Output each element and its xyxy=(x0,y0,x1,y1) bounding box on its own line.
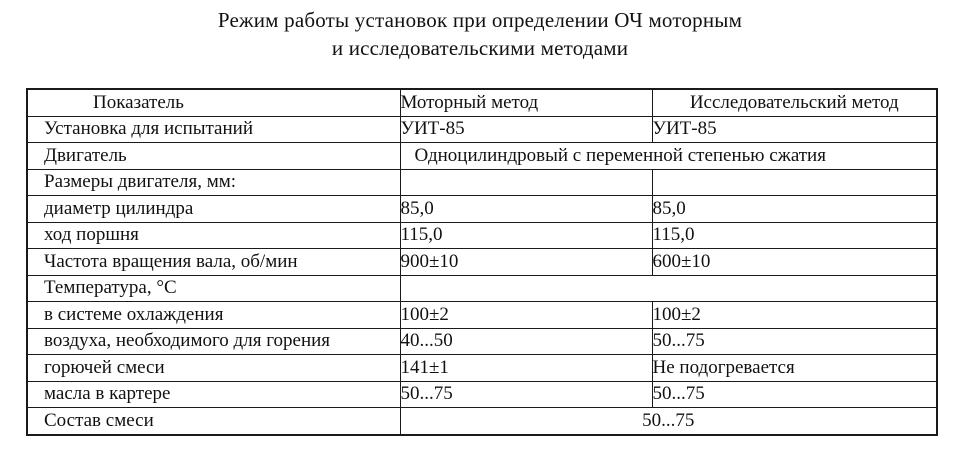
table-row xyxy=(27,275,937,302)
header-parameter: Показатель xyxy=(27,89,400,116)
motor-value: 900±10 xyxy=(400,249,652,276)
header-motor-method: Моторный метод xyxy=(400,89,652,116)
table-row xyxy=(27,196,937,223)
shared-value: Одноцилиндровый с переменной степенью сжатия xyxy=(400,143,937,170)
table-header-row xyxy=(27,89,937,116)
motor-value: 40...50 xyxy=(400,328,652,355)
research-value: 115,0 xyxy=(652,222,937,249)
research-value: 600±10 xyxy=(652,249,937,276)
row-label: Частота вращения вала, об/мин xyxy=(27,249,400,276)
row-label: Двигатель xyxy=(27,143,400,170)
research-value: УИТ-85 xyxy=(652,116,937,143)
table-row xyxy=(27,249,937,276)
research-value: 50...75 xyxy=(652,328,937,355)
motor-value xyxy=(400,169,652,196)
table-row xyxy=(27,169,937,196)
row-label: воздуха, необходимого для горения xyxy=(27,328,400,355)
table-row xyxy=(27,116,937,143)
row-label: горючей смеси xyxy=(27,355,400,382)
motor-value: 115,0 xyxy=(400,222,652,249)
table-row xyxy=(27,355,937,382)
research-value: 50...75 xyxy=(652,381,937,408)
operating-modes-table xyxy=(26,88,938,436)
title-line-2: и исследовательскими методами xyxy=(331,36,629,60)
row-label: Установка для испытаний xyxy=(27,116,400,143)
table-row xyxy=(27,381,937,408)
shared-value xyxy=(400,275,937,302)
row-label: Температура, °С xyxy=(27,275,400,302)
title-line-1: Режим работы установок при определении ОЧ моторным xyxy=(217,8,743,32)
motor-value: 141±1 xyxy=(400,355,652,382)
row-label: масла в картере xyxy=(27,381,400,408)
row-label: ход поршня xyxy=(27,222,400,249)
motor-value: 100±2 xyxy=(400,302,652,329)
motor-value: УИТ-85 xyxy=(400,116,652,143)
shared-value: 50...75 xyxy=(400,408,937,435)
document-title xyxy=(0,6,960,62)
row-label: в системе охлаждения xyxy=(27,302,400,329)
research-value xyxy=(652,169,937,196)
table-row xyxy=(27,302,937,329)
motor-value: 50...75 xyxy=(400,381,652,408)
research-value: Не подогревается xyxy=(652,355,937,382)
table-row xyxy=(27,328,937,355)
row-label: Состав смеси xyxy=(27,408,400,435)
table-row xyxy=(27,222,937,249)
table-row xyxy=(27,408,937,435)
table-row xyxy=(27,143,937,170)
row-label: Размеры двигателя, мм: xyxy=(27,169,400,196)
research-value: 100±2 xyxy=(652,302,937,329)
motor-value: 85,0 xyxy=(400,196,652,223)
research-value: 85,0 xyxy=(652,196,937,223)
header-research-method: Исследовательский метод xyxy=(652,89,937,116)
row-label: диаметр цилиндра xyxy=(27,196,400,223)
